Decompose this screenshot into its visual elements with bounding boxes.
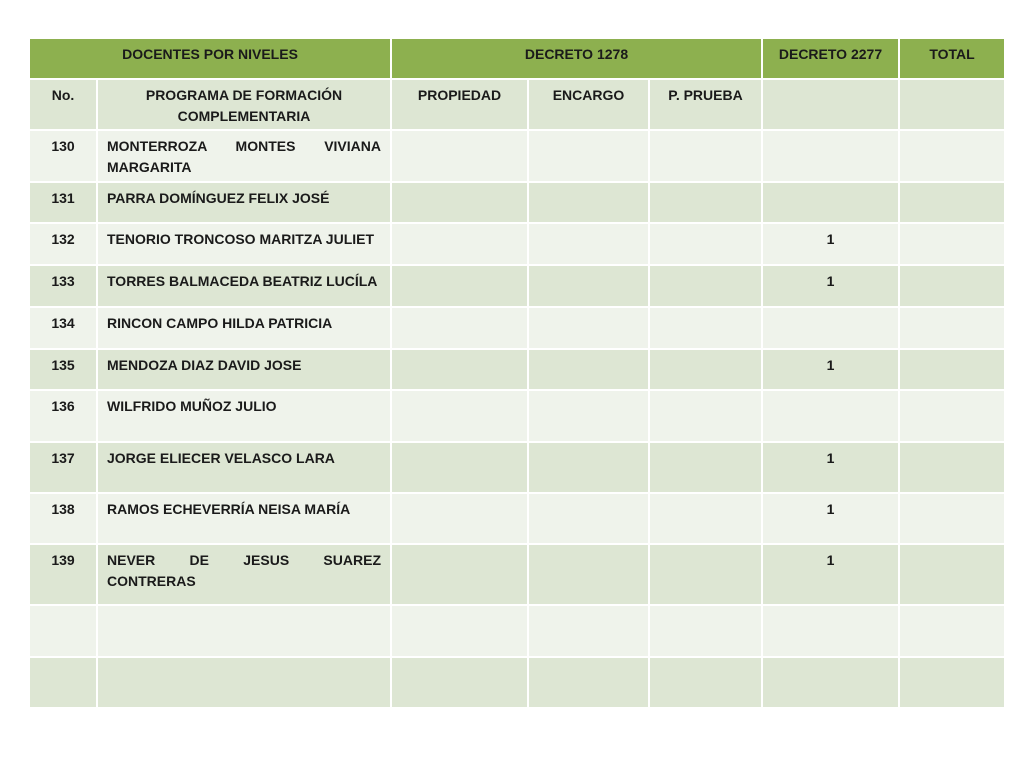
propiedad-cell [391,442,528,493]
teacher-name-cell: JORGE ELIECER VELASCO LARA [97,442,391,493]
total-cell [899,265,1005,307]
teacher-name-cell [97,605,391,657]
docentes-table [28,37,1006,709]
header-blank-2277 [762,79,899,130]
table-row [29,182,1005,223]
total-cell [899,390,1005,442]
total-cell [899,349,1005,390]
p-prueba-cell [649,442,762,493]
propiedad-cell [391,493,528,544]
encargo-cell [528,265,649,307]
propiedad-cell [391,223,528,265]
encargo-cell [528,307,649,349]
total-cell [899,605,1005,657]
teacher-name-cell: WILFRIDO MUÑOZ JULIO [97,390,391,442]
row-number-cell: 136 [29,390,97,442]
row-number-cell: 132 [29,223,97,265]
propiedad-cell [391,130,528,182]
propiedad-cell [391,544,528,605]
row-number-cell [29,605,97,657]
decreto-2277-cell [762,657,899,708]
teacher-name-cell: RINCON CAMPO HILDA PATRICIA [97,307,391,349]
row-number-cell: 138 [29,493,97,544]
encargo-cell [528,349,649,390]
header-blank-total [899,79,1005,130]
p-prueba-cell [649,493,762,544]
decreto-2277-cell [762,307,899,349]
decreto-2277-cell [762,130,899,182]
decreto-2277-cell: 1 [762,223,899,265]
header-decreto-2277: DECRETO 2277 [762,38,899,79]
decreto-2277-cell [762,182,899,223]
p-prueba-cell [649,182,762,223]
encargo-cell [528,442,649,493]
table-row [29,349,1005,390]
table-row [29,390,1005,442]
row-number-cell: 134 [29,307,97,349]
p-prueba-cell [649,223,762,265]
decreto-2277-cell [762,390,899,442]
p-prueba-cell [649,657,762,708]
row-number-cell: 135 [29,349,97,390]
propiedad-cell [391,349,528,390]
decreto-2277-cell: 1 [762,442,899,493]
table-row [29,265,1005,307]
propiedad-cell [391,265,528,307]
p-prueba-cell [649,130,762,182]
table-row [29,493,1005,544]
decreto-2277-cell: 1 [762,265,899,307]
p-prueba-cell [649,265,762,307]
row-number-cell [29,657,97,708]
propiedad-cell [391,390,528,442]
total-cell [899,493,1005,544]
total-cell [899,182,1005,223]
encargo-cell [528,605,649,657]
header-encargo: ENCARGO [528,79,649,130]
total-cell [899,223,1005,265]
decreto-2277-cell: 1 [762,493,899,544]
propiedad-cell [391,605,528,657]
row-number-cell: 133 [29,265,97,307]
encargo-cell [528,182,649,223]
teacher-name-cell [97,657,391,708]
total-cell [899,544,1005,605]
row-number-cell: 137 [29,442,97,493]
encargo-cell [528,390,649,442]
table-row [29,223,1005,265]
decreto-2277-cell [762,605,899,657]
total-cell [899,307,1005,349]
table-row [29,307,1005,349]
table-header-row-2 [29,79,1005,130]
p-prueba-cell [649,544,762,605]
row-number-cell: 130 [29,130,97,182]
row-number-cell: 139 [29,544,97,605]
header-no: No. [29,79,97,130]
table-row [29,130,1005,182]
table-row [29,442,1005,493]
propiedad-cell [391,307,528,349]
table-row [29,605,1005,657]
propiedad-cell [391,182,528,223]
header-propiedad: PROPIEDAD [391,79,528,130]
teacher-name-cell: NEVER DE JESUS SUAREZ CONTRERAS [97,544,391,605]
p-prueba-cell [649,349,762,390]
encargo-cell [528,130,649,182]
p-prueba-cell [649,605,762,657]
propiedad-cell [391,657,528,708]
encargo-cell [528,223,649,265]
teacher-name-cell: TENORIO TRONCOSO MARITZA JULIET [97,223,391,265]
decreto-2277-cell: 1 [762,349,899,390]
p-prueba-cell [649,390,762,442]
table-row [29,657,1005,708]
teacher-name-cell: MONTERROZA MONTES VIVIANA MARGARITA [97,130,391,182]
p-prueba-cell [649,307,762,349]
header-p-prueba: P. PRUEBA [649,79,762,130]
total-cell [899,657,1005,708]
header-docentes-por-niveles: DOCENTES POR NIVELES [29,38,391,79]
encargo-cell [528,657,649,708]
encargo-cell [528,493,649,544]
teacher-name-cell: MENDOZA DIAZ DAVID JOSE [97,349,391,390]
total-cell [899,442,1005,493]
header-decreto-1278: DECRETO 1278 [391,38,762,79]
table-row [29,544,1005,605]
teacher-name-cell: RAMOS ECHEVERRÍA NEISA MARÍA [97,493,391,544]
table-header-row-1 [29,38,1005,79]
decreto-2277-cell: 1 [762,544,899,605]
header-total: TOTAL [899,38,1005,79]
total-cell [899,130,1005,182]
row-number-cell: 131 [29,182,97,223]
header-programa-formacion: PROGRAMA DE FORMACIÓN COMPLEMENTARIA [97,79,391,130]
teacher-name-cell: PARRA DOMÍNGUEZ FELIX JOSÉ [97,182,391,223]
teacher-name-cell: TORRES BALMACEDA BEATRIZ LUCÍLA [97,265,391,307]
encargo-cell [528,544,649,605]
